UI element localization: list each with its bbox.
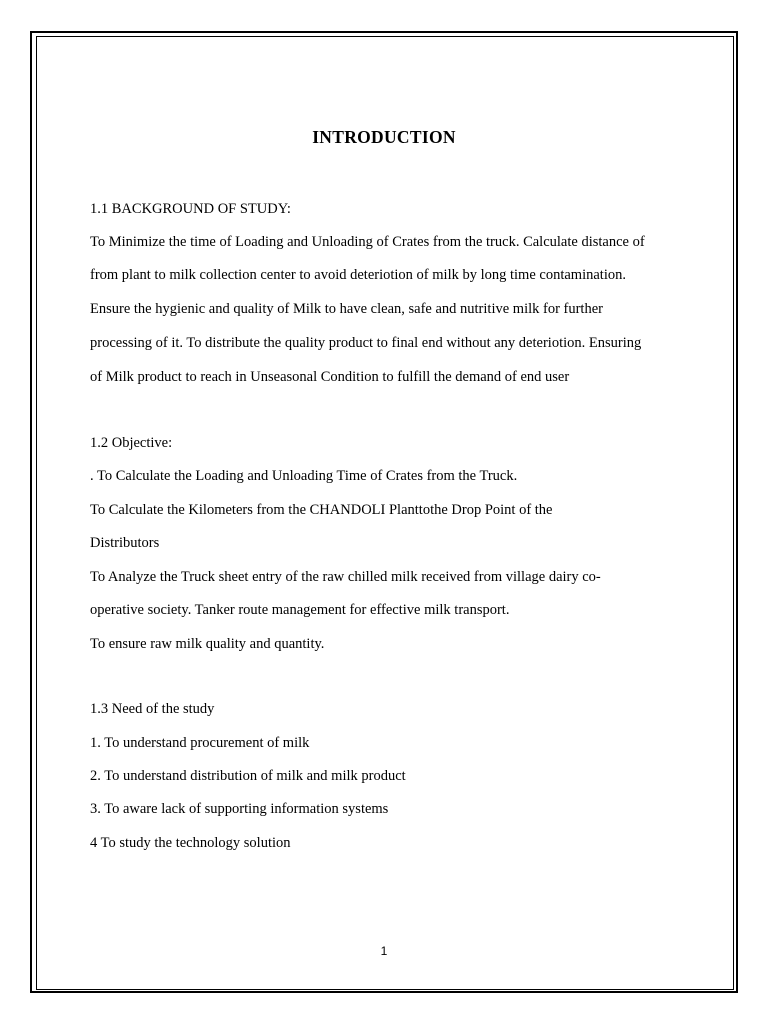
paragraph-line: from plant to milk collection center to avoid deteriotion of milk by long time contamination. [90,267,626,283]
paragraph-line: To Minimize the time of Loading and Unloading of Crates from the truck. Calculate distance of [90,234,645,250]
paragraph-line: of Milk product to reach in Unseasonal Condition to fulfill the demand of end user [90,369,570,385]
need-list-item: 2. To understand distribution of milk and milk product [90,768,406,784]
section-heading-background: 1.1 BACKGROUND OF STUDY: [90,201,291,217]
need-list-item: 4 To study the technology solution [90,835,291,851]
objective-line: To Analyze the Truck sheet entry of the raw chilled milk received from village dairy co- [90,569,601,585]
paragraph-line: processing of it. To distribute the quality product to final end without any deteriotion. Ensuring [90,335,642,351]
paragraph-line: Ensure the hygienic and quality of Milk to have clean, safe and nutritive milk for further [90,301,603,317]
section-heading-objective: 1.2 Objective: [90,435,173,451]
objective-line: To Calculate the Kilometers from the CHANDOLI Planttothe Drop Point of the [90,502,553,518]
need-list-item: 1. To understand procurement of milk [90,735,310,751]
page-title: INTRODUCTION [312,127,456,147]
objective-line: . To Calculate the Loading and Unloading Time of Crates from the Truck. [90,468,518,484]
objective-line: To ensure raw milk quality and quantity. [90,636,325,652]
page-number: 1 [380,944,388,958]
objective-line: Distributors [90,535,160,551]
need-list-item: 3. To aware lack of supporting information systems [90,801,389,817]
objective-line: operative society. Tanker route management for effective milk transport. [90,602,510,618]
section-heading-need: 1.3 Need of the study [90,701,215,717]
